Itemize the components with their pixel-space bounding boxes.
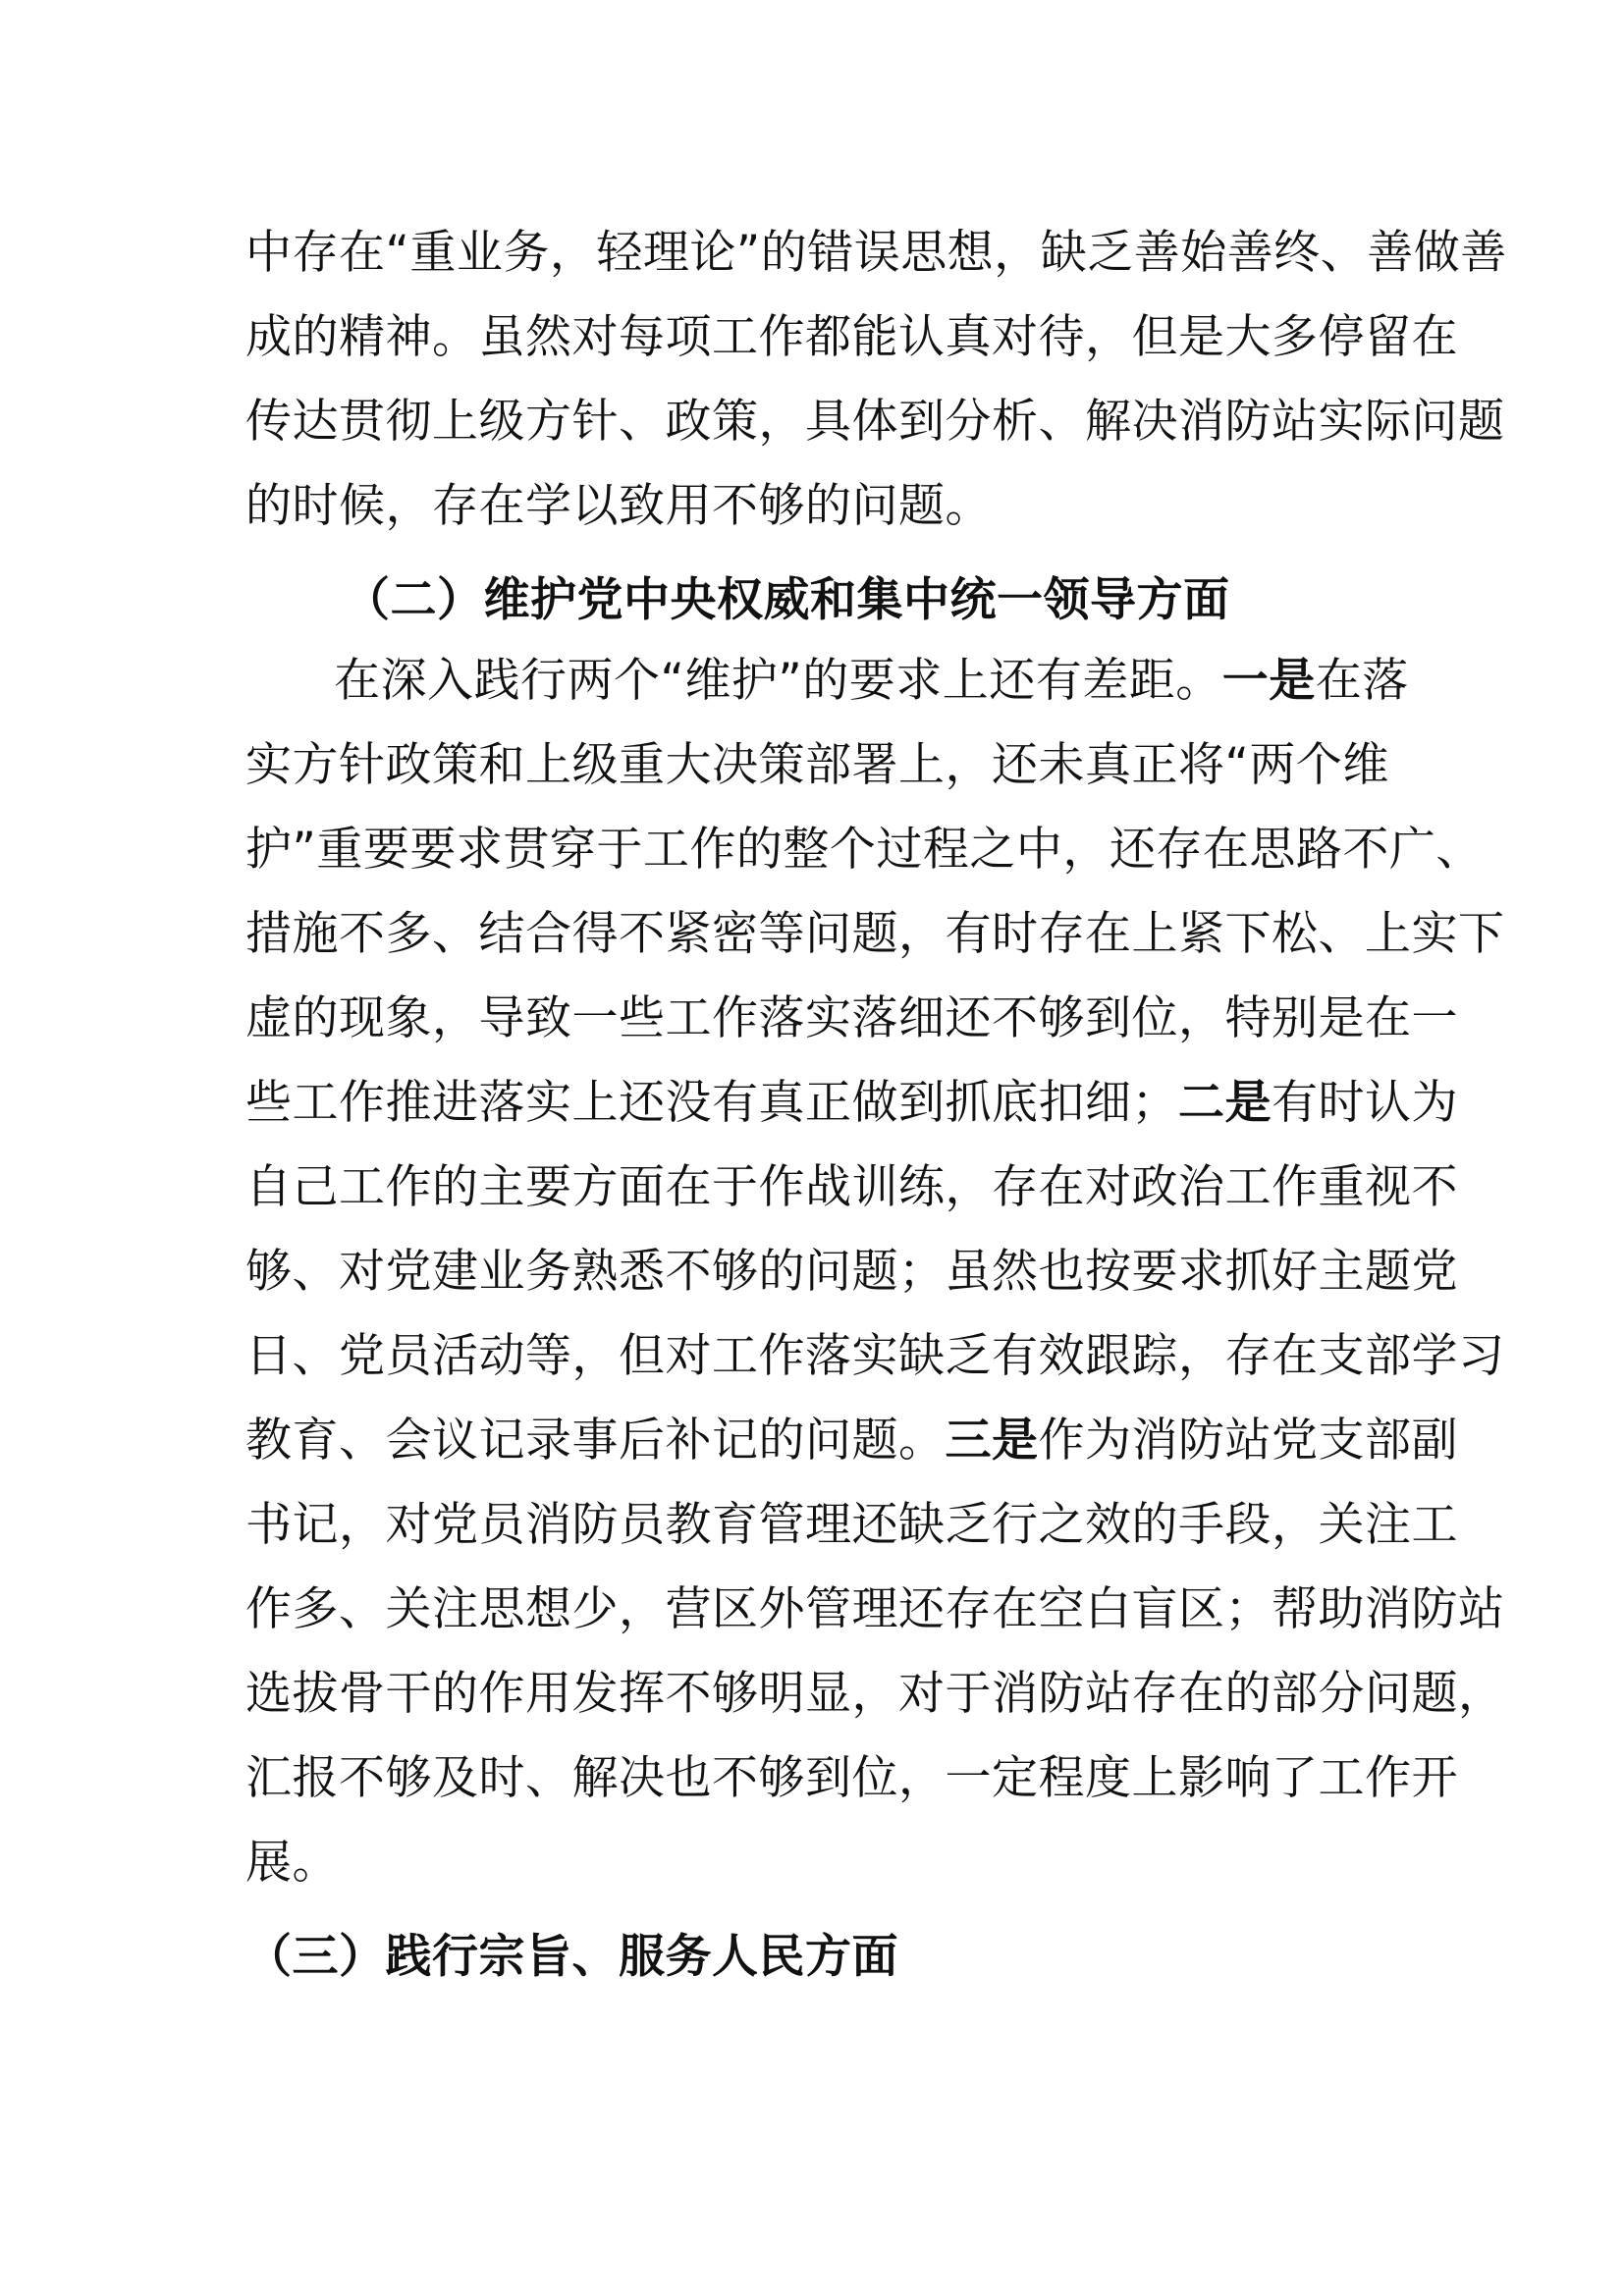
paragraph-line: 措施不多、结合得不紧密等问题，有时存在上紧下松、上实下 — [245, 907, 1505, 961]
keyword-third: 三是 — [945, 1414, 1039, 1468]
text-run: 在落 — [1315, 654, 1409, 708]
paragraph-line: 够、对党建业务熟悉不够的问题；虽然也按要求抓好主题党 — [245, 1245, 1458, 1299]
paragraph-line: 实方针政策和上级重大决策部署上，还未真正将“两个维 — [245, 738, 1389, 792]
text-run: 些工作推进落实上还没有真正做到抓底扣细； — [245, 1076, 1178, 1130]
paragraph-line: 虚的现象，导致一些工作落实落细还不够到位，特别是在一 — [245, 991, 1458, 1045]
paragraph-line — [245, 1412, 1458, 1470]
paragraph-line: 传达贯彻上级方针、政策，具体到分析、解决消防站实际问题 — [245, 395, 1505, 449]
paragraph-line — [334, 652, 1409, 711]
paragraph-line: 自己工作的主要方面在于作战训练，存在对政治工作重视不 — [245, 1160, 1458, 1214]
paragraph-line: 展。 — [245, 1836, 339, 1890]
keyword-first: 一是 — [1221, 654, 1316, 708]
keyword-second: 二是 — [1178, 1076, 1272, 1130]
paragraph-line: 中存在“重业务，轻理论”的错误思想，缺乏善始善终、善做善 — [245, 226, 1507, 280]
paragraph-line: 日、党员活动等，但对工作落实缺乏有效跟踪，存在支部学习 — [245, 1329, 1505, 1383]
section-heading-2: （二）维护党中央权威和集中统一领导方面 — [344, 573, 1230, 627]
paragraph-line: 成的精神。虽然对每项工作都能认真对待，但是大多停留在 — [245, 310, 1458, 364]
paragraph-line: 作多、关注思想少，营区外管理还存在空白盲区；帮助消防站 — [245, 1582, 1505, 1636]
paragraph-line: 书记，对党员消防员教育管理还缺乏行之效的手段，关注工 — [245, 1498, 1458, 1552]
text-run: 有时认为 — [1272, 1076, 1458, 1130]
section-heading-3: （三）践行宗旨、服务人民方面 — [245, 1930, 898, 1984]
paragraph-line: 汇报不够及时、解决也不够到位，一定程度上影响了工作开 — [245, 1751, 1458, 1805]
text-run: 教育、会议记录事后补记的问题。 — [245, 1414, 946, 1468]
paragraph-line: 选拔骨干的作用发挥不够明显，对于消防站存在的部分问题， — [245, 1667, 1505, 1721]
text-run: 作为消防站党支部副 — [1038, 1414, 1458, 1468]
paragraph-line — [245, 1074, 1458, 1133]
paragraph-line: 的时候，存在学以致用不够的问题。 — [245, 479, 992, 533]
paragraph-line: 护”重要要求贯穿于工作的整个过程之中，还存在思路不广、 — [245, 823, 1483, 877]
text-run: 在深入践行两个“维护”的要求上还有差距。 — [334, 654, 1222, 708]
